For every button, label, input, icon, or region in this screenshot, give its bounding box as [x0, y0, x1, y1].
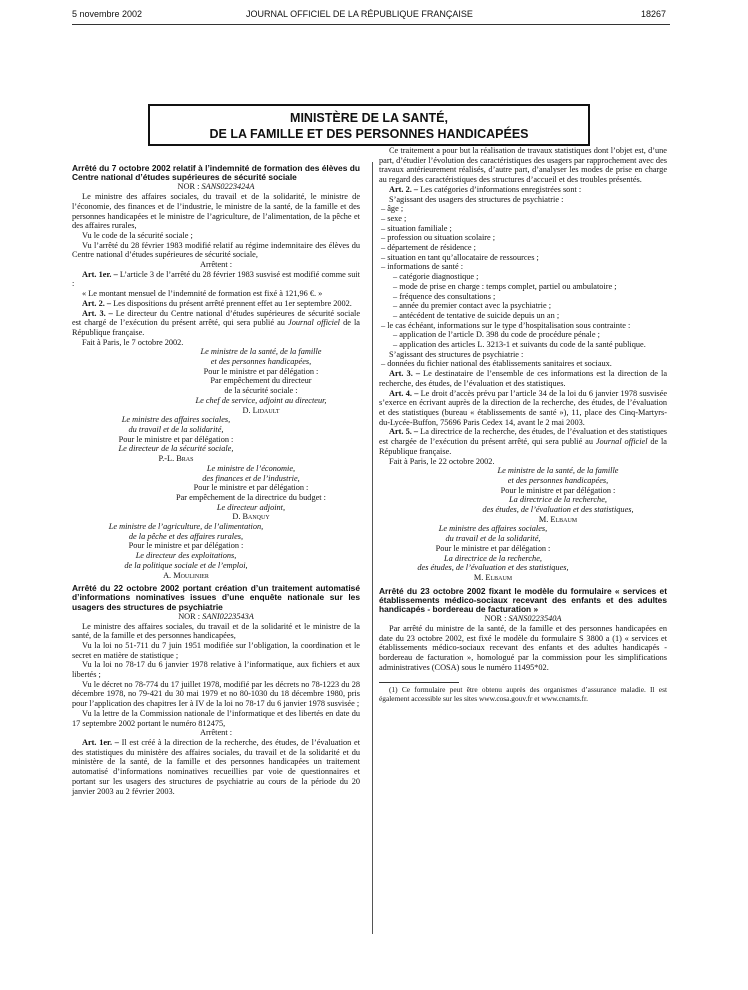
decree2-purpose: Ce traitement a pour but la réalisation de travaux statistiques dont l’objet est, d’une part, d’étudier l’évolution des caractéristiques des usagers par rapprochement avec des travaux antérieurement réalisés, d’autre part, d’analyser les modes de prise en charge au regard des caractéristiques des structures d’accueil et des troubles présentés. — [379, 146, 667, 185]
decree1-vu1: Vu le code de la sécurité sociale ; — [82, 230, 193, 240]
decree1-art3: Art. 3. – Le directeur du Centre national d’études supérieures de sécurité sociale est chargé de l’exécution du présent arrêté, qui sera publié au Journal officiel de la République française. — [72, 308, 361, 337]
ministry-line1: MINISTÈRE DE LA SANTÉ, — [290, 111, 448, 125]
sublist-item: – application des articles L. 3213-1 et suivants du code de la santé publique. — [393, 340, 646, 350]
list-item: – département de résidence ; — [381, 243, 476, 253]
decree2-vu4: Vu la lettre de la Commission nationale de l’informatique et des libertés en date du 17 septembre 2002 portant le numéro 812475, — [72, 708, 360, 728]
ministry-line2: DE LA FAMILLE ET DES PERSONNES HANDICAPÉES — [209, 127, 529, 141]
decree2-vu2: Vu la loi no 78-17 du 6 janvier 1978 relative à l’informatique, aux fichiers et aux libertés ; — [72, 660, 360, 680]
sublist-item: – catégorie diagnostique ; — [393, 272, 479, 282]
decree1-art1: Art. 1er. – L’article 3 de l’arrêté du 28 février 1983 susvisé est modifié comme suit : — [72, 269, 360, 289]
decree2-users-heading: S’agissant des usagers des structures de psychiatrie : — [389, 194, 564, 204]
decree1-title: Arrêté du 7 octobre 2002 relatif à l’indemnité de formation des élèves du Centre national d’études supérieures de sécurité sociale — [72, 163, 360, 183]
sublist-item: – application de l’article D. 398 du code de procédure pénale ; — [393, 330, 600, 340]
sublist-item: – année du premier contact avec la psychiatrie ; — [393, 301, 552, 311]
decree2-art1: Art. 1er. – Il est créé à la direction de la recherche, des études, de l’évaluation et des statistiques du ministère des affaires sociales, du travail et de la solidarité et du ministère de la santé, de la famille et des personnes handicapées un traitement automatisé d’informations nominatives recueillies par voie de questionnaires et portant sur les usagers des structures de psychiatrie au cours de la période du 20 janvier 2003 au 2 février 2003. — [72, 737, 360, 796]
header-rule — [72, 24, 670, 25]
decree1-fait: Fait à Paris, le 7 octobre 2002. — [82, 337, 184, 347]
decree1-art1-quote: « Le montant mensuel de l’indemnité de formation est fixé à 121,96 €. » — [82, 289, 323, 299]
decree1-preamble: Le ministre des affaires sociales, du travail et de la solidarité, le ministre de l’économie, des finances et de l’industrie, le ministre de la santé, de la famille et des personnes handicapées et le ministre de l’agriculture, de l’alimentation, de la pêche et des affaires rurales, — [72, 192, 360, 231]
decree3-footnote: (1) Ce formulaire peut être obtenu auprès des organismes d’assurance maladie. Il est également accessible sur les sites www.cosa.gouv.fr et www.cnamts.fr. — [379, 685, 667, 704]
decree2-structures-heading: S’agissant des structures de psychiatrie : — [389, 349, 524, 359]
decree2-art2: Art. 2. – Les catégories d’informations enregistrées sont : — [389, 184, 582, 194]
decree2-sig2: Le ministre des affaires sociales, du travail et de la solidarité, Pour le ministre et par délégation : La directrice de la recherche, des études, de l’évaluation et des statistiques, M. Elbaum — [379, 524, 667, 582]
decree2-title: Arrêté du 22 octobre 2002 portant création d’un traitement automatisé d’informations nominatives issues d’une enquête nationale sur les usagers des structures de psychiatrie — [72, 583, 360, 612]
decree2-sig1-name: M. Elbaum — [538, 514, 578, 524]
decree1-sig4-name: A. Moulinier — [163, 570, 209, 580]
decree1-sig2: Le ministre des affaires sociales, du travail et de la solidarité, Pour le ministre et par délégation : Le directeur de la sécurité sociale, P.-L. Bras — [72, 415, 360, 464]
sublist-item: – antécédent de tentative de suicide depuis un an ; — [393, 310, 560, 320]
decree2-art4: Art. 4. – Le droit d’accès prévu par l’article 34 de la loi du 6 janvier 1978 susvisée s’exerce en écrivant auprès de la direction de la recherche, des études, de l’évaluation et des statistiques (bureau « établissements de santé »), 11, place des Cinq-Martyrs-du-Lycée-Buffon, 75696 Paris Cedex 14, avant le 2 mai 2003. — [379, 388, 668, 427]
decree2-art5: Art. 5. – La directrice de la recherche, des études, de l’évaluation et des statistiques est chargée de l’exécution du présent arrêté, qui sera publié au Journal officiel de la République française. — [379, 427, 668, 456]
decree2-sig2-name: M. Elbaum — [473, 572, 513, 582]
decree2-fait: Fait à Paris, le 22 octobre 2002. — [389, 456, 495, 466]
left-column — [72, 164, 360, 796]
page-number: 18267 — [641, 9, 667, 19]
list-item: – informations de santé : — [381, 262, 464, 272]
decree1-sig2-name: P.-L. Bras — [158, 454, 194, 464]
decree2-vu3: Vu le décret no 78-774 du 17 juillet 1978, modifié par les décrets no 78-1223 du 28 décembre 1978, no 79-421 du 30 mai 1979 et no 80-1030 du 18 décembre 1980, pris pour l’application des chapitres Ier à IV de la loi no 78-17 du 6 janvier 1978 susvisée ; — [72, 679, 360, 709]
decree1-sig1-name: D. Lidault — [242, 405, 280, 415]
decree2-preamble: Le ministre des affaires sociales, du travail et de la solidarité et le ministre de la santé, de la famille et des personnes handicapées, — [72, 621, 360, 641]
list-item: – le cas échéant, informations sur le type d’hospitalisation sous contrainte : — [381, 320, 631, 330]
decree3-body: Par arrêté du ministre de la santé, de la famille et des personnes handicapées en date du 23 octobre 2002, est fixé le modèle du formulaire S 3800 a (1) « services et établissements médico-sociaux recevant des enfants et des adultes handicapés - bordereau de facturation », homologué par la commission pour les simplifications administratives (COSA) sous le numéro 11495*02. — [379, 623, 667, 672]
header-date: 5 novembre 2002 — [72, 9, 143, 19]
right-column — [379, 146, 667, 704]
ministry-box — [148, 104, 590, 146]
decree3-title: Arrêté du 23 octobre 2002 fixant le modèle du formulaire « services et établissements médico-sociaux recevant des enfants et des adultes handicapés - bordereau de facturation » — [379, 585, 667, 615]
decree1-nor: NOR : SANS0223424A — [177, 182, 255, 192]
footnote-rule — [379, 682, 459, 683]
list-item: – situation en tant qu’allocataire de ressources ; — [381, 252, 539, 262]
sublist-item: – mode de prise en charge : temps complet, partiel ou ambulatoire ; — [393, 281, 617, 291]
decree3-nor: NOR : SANS0223540A — [484, 614, 562, 624]
decree1-sig3-name: D. Banquy — [232, 512, 270, 522]
list-item: – sexe ; — [381, 213, 407, 223]
decree1-arretent: Arrêtent : — [199, 260, 233, 270]
sublist-item: – fréquence des consultations ; — [393, 291, 496, 301]
list-item: – âge ; — [381, 204, 404, 214]
decree1-sig1: Le ministre de la santé, de la famille et des personnes handicapées, Pour le ministre et par délégation : Par empêchement du directeur de la sécurité sociale : Le chef de service, adjoint au directeur, D. Lidault — [72, 347, 360, 415]
decree1-vu2: Vu l’arrêté du 28 février 1983 modifié relatif au régime indemnitaire des élèves du Centre national d’études supérieures de sécurité sociale, — [72, 240, 360, 260]
list-item: – profession ou situation scolaire ; — [381, 233, 496, 243]
list-item: – situation familiale ; — [381, 223, 452, 233]
decree2-art3: Art. 3. – Le destinataire de l’ensemble de ces informations est la direction de la recherche, des études, de l’évaluation et des statistiques. — [379, 369, 668, 388]
decree2-arretent: Arrêtent : — [199, 728, 233, 738]
decree2-sig1: Le ministre de la santé, de la famille et des personnes handicapées, Pour le ministre et par délégation : La directrice de la recherche, des études, de l’évaluation et des statistiques, M. Elbaum — [379, 466, 667, 524]
decree2-vu1: Vu la loi no 51-711 du 7 juin 1951 modifiée sur l’obligation, la coordination et le secret en matière de statistique ; — [72, 640, 360, 660]
list-item: – données du fichier national des établissements sanitaires et sociaux. — [381, 359, 612, 369]
column-divider — [372, 162, 373, 934]
decree1-art2: Art. 2. – Les dispositions du présent arrêté prennent effet au 1er septembre 2002. — [82, 298, 352, 308]
decree1-sig4: Le ministre de l’agriculture, de l’alimentation, de la pêche et des affaires rurales, Pour le ministre et par délégation : Le directeur des exploitations, de la politique sociale et de l’emploi, A. Moulinier — [72, 522, 360, 580]
journal-title: JOURNAL OFFICIEL DE LA RÉPUBLIQUE FRANÇAISE — [246, 9, 473, 19]
decree1-sig3: Le ministre de l’économie, des finances et de l’industrie, Pour le ministre et par délégation : Par empêchement de la directrice du budget : Le directeur adjoint, D. Banquy — [72, 464, 360, 522]
decree2-nor: NOR : SANI0223543A — [178, 611, 254, 621]
